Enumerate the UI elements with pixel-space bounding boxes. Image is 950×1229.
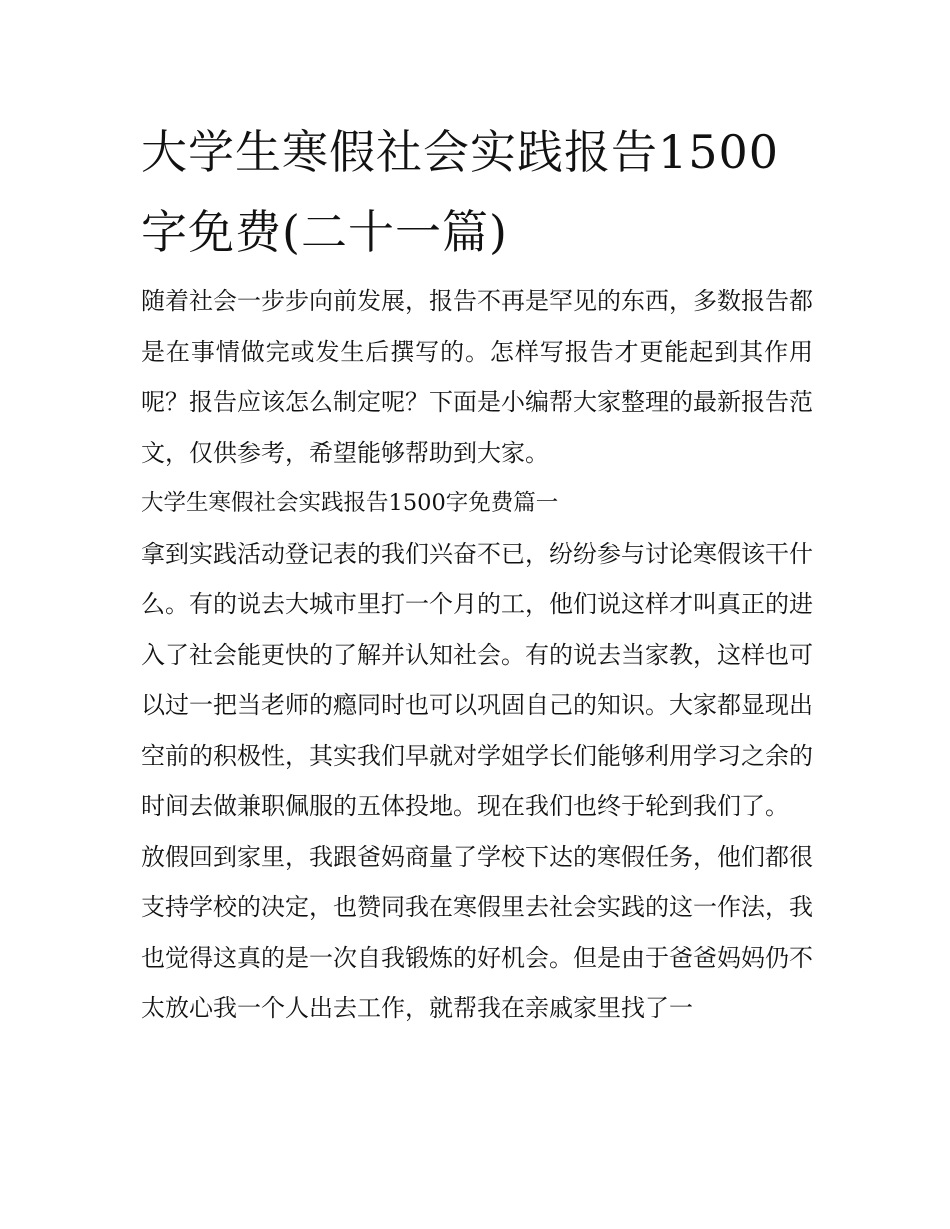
body-paragraph: 放假回到家里，我跟爸妈商量了学校下达的寒假任务，他们都很支持学校的决定，也赞同我在寒假里去社会实践的这一作法，我也觉得这真的是一次自我锻炼的好机会。但是由于爸爸妈妈仍不太放心我一个人出去工作，就帮我在亲戚家里找了一 (141, 842, 813, 1022)
document-title: 大学生寒假社会实践报告1500字免费(二十一篇) (141, 125, 780, 259)
section-heading: 大学生寒假社会实践报告1500字免费篇一 (141, 490, 559, 516)
intro-paragraph: 随着社会一步步向前发展，报告不再是罕见的东西，多数报告都是在事情做完或发生后撰写的。怎样写报告才更能起到其作用呢？报告应该怎么制定呢？下面是小编帮大家整理的最新报告范文，仅供参考，希望能够帮助到大家。 (141, 287, 813, 467)
document-body (141, 276, 813, 1034)
body-paragraph: 拿到实践活动登记表的我们兴奋不已，纷纷参与讨论寒假该干什么。有的说去大城市里打一个月的工，他们说这样才叫真正的进入了社会能更快的了解并认知社会。有的说去当家教，这样也可以过一把当老师的瘾同时也可以巩固自己的知识。大家都显现出空前的积极性，其实我们早就对学姐学长们能够利用学习之余的时间去做兼职佩服的五体投地。现在我们也终于轮到我们了。 (141, 539, 813, 820)
